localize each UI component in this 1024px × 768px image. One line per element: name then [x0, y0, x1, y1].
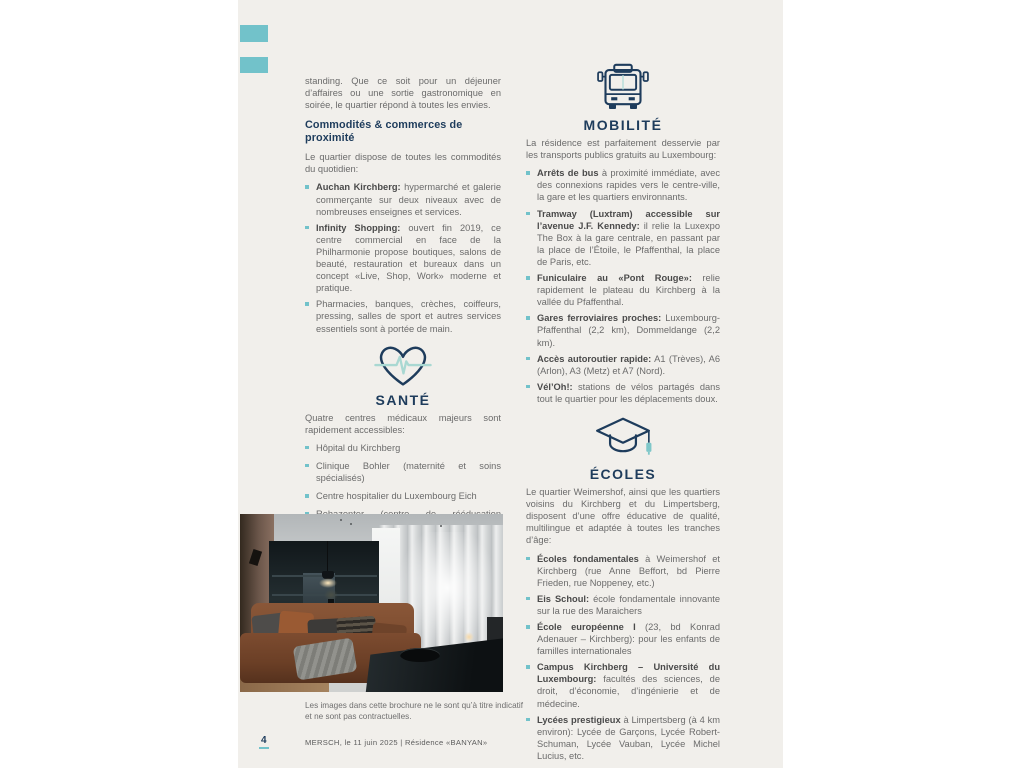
list-item: Funiculaire au «Pont Rouge»: relie rapidement le plateau du Kirchberg à la vallée du Pfaffenthal. — [526, 272, 720, 308]
photo-spotlight — [340, 519, 342, 521]
bullet-icon — [305, 446, 309, 450]
bullet-icon — [305, 494, 309, 498]
list-item: Infinity Shopping: ouvert fin 2019, ce centre commercial en face de la Philharmonie propose boutiques, salons de beauté, restauration et bureaux dans un concept «Live, Shop, Work» moderne et pratique. — [305, 222, 501, 295]
photo-spotlight — [440, 525, 442, 527]
bullet-icon — [526, 665, 530, 669]
list-item: Campus Kirchberg – Université du Luxembourg: facultés des sciences, de droit, d’économie, d’ingénierie et de médecine. — [526, 661, 720, 709]
bullet-icon — [526, 385, 530, 389]
living-room-photo — [240, 514, 503, 692]
list-item: Lycées prestigieux à Limpertsberg (à 4 km environ): Lycée de Garçons, Lycée Robert-Schuman, Lycée Vauban, Lycée Michel Lucius, etc. — [526, 714, 720, 762]
list-item: Auchan Kirchberg: hypermarché et galerie commerçante sur deux niveaux avec de nombreuses enseignes et services. — [305, 181, 501, 217]
sante-title: SANTÉ — [375, 391, 431, 408]
list-item: Accès autoroutier rapide: A1 (Trèves), A6 (Arlon), A3 (Metz) et A7 (Nord). — [526, 353, 720, 377]
bullet-icon — [526, 557, 530, 561]
photo-spotlight — [350, 523, 352, 525]
commodites-heading: Commodités & commerces de proximité — [305, 119, 463, 145]
graduation-cap-icon — [593, 415, 653, 463]
bullet-icon — [526, 357, 530, 361]
mobilite-title: MOBILITÉ — [583, 117, 663, 133]
photo-bowl — [400, 648, 439, 662]
list-item: Gares ferroviaires proches: Luxembourg-Pfaffenthal (2,2 km), Dommeldange (2,2 km). — [526, 312, 720, 348]
bullet-icon — [305, 226, 309, 230]
bullet-icon — [305, 302, 309, 306]
mobilite-section-head — [526, 62, 720, 131]
sante-section-head — [305, 343, 501, 406]
left-column — [305, 75, 501, 571]
list-item: Tramway (Luxtram) accessible sur l’avenue J.F. Kennedy: il relie la Luxexpo The Box à la gare centrale, en passant par la place de l’Étoile, le Pfaffenthal, la place de Paris, etc. — [526, 208, 720, 268]
ecoles-title: ÉCOLES — [589, 465, 657, 482]
list-item: Eis Schoul: école fondamentale innovante sur la rue des Maraichers — [526, 593, 720, 617]
commodites-lead: Le quartier dispose de toutes les commodités du quotidien: — [305, 152, 501, 175]
photo-pendant-cord — [327, 541, 328, 573]
list-item: Arrêts de bus à proximité immédiate, avec des connexions rapides vers le centre-ville, la gare et les quartiers environnants. — [526, 167, 720, 203]
page-number: 4 — [259, 735, 269, 749]
right-column — [526, 62, 720, 766]
list-item: Hôpital du Kirchberg — [305, 442, 501, 454]
bus-icon — [595, 62, 651, 114]
mobilite-list — [526, 167, 720, 405]
bullet-icon — [526, 625, 530, 629]
brochure-page — [238, 0, 783, 768]
list-item: Vél’Oh!: stations de vélos partagés dans tout le quartier pour les déplacements doux. — [526, 381, 720, 405]
ecoles-section-head — [526, 415, 720, 480]
mobilite-lead: La résidence est parfaitement desservie par les transports publics gratuits au Luxembourg: — [526, 138, 720, 161]
bullet-icon — [305, 464, 309, 468]
bullet-icon — [526, 316, 530, 320]
photo-caption: Les images dans cette brochure ne le sont qu’à titre indicatif et ne sont pas contractuelles. — [305, 701, 524, 721]
commodites-list — [305, 181, 501, 334]
intro-paragraph: standing. Que ce soit pour un déjeuner d’affaires ou une sortie gastronomique en soirée, le quartier répond à toutes les envies. — [305, 76, 501, 111]
list-item: École européenne I (23, bd Konrad Adenauer – Kirchberg): pour les enfants de familles internationales — [526, 621, 720, 657]
list-item: Pharmacies, banques, crèches, coiffeurs, pressing, salles de sport et autres services essentiels sont à portée de main. — [305, 298, 501, 334]
accent-block — [240, 25, 268, 42]
photo-pendant-glow — [319, 578, 337, 588]
bullet-icon — [526, 718, 530, 722]
list-item: Centre hospitalier du Luxembourg Eich — [305, 490, 501, 502]
photo-floor-lamp — [464, 632, 474, 642]
page-footer — [238, 733, 783, 753]
bullet-icon — [305, 185, 309, 189]
footer-text: MERSCH, le 11 juin 2025 | Résidence «BANYAN» — [305, 738, 488, 747]
heart-pulse-icon — [372, 343, 434, 389]
ecoles-list — [526, 553, 720, 763]
bullet-icon — [526, 171, 530, 175]
sante-lead: Quatre centres médicaux majeurs sont rapidement accessibles: — [305, 412, 501, 435]
bullet-icon — [526, 597, 530, 601]
list-item: Écoles fondamentales à Weimershof et Kirchberg (rue Anne Beffort, bd Pierre Frieden, rue Noppeney, etc.) — [526, 553, 720, 589]
bullet-icon — [526, 276, 530, 280]
accent-block — [240, 57, 268, 73]
bullet-icon — [526, 212, 530, 216]
ecoles-lead: Le quartier Weimershof, ainsi que les quartiers voisins du Kirchberg et du Limpertsberg, disposent d’une offre éducative de qualité, multilingue et adaptée à toutes les tranches d’âge: — [526, 487, 720, 546]
list-item: Clinique Bohler (maternité et soins spécialisés) — [305, 460, 501, 484]
